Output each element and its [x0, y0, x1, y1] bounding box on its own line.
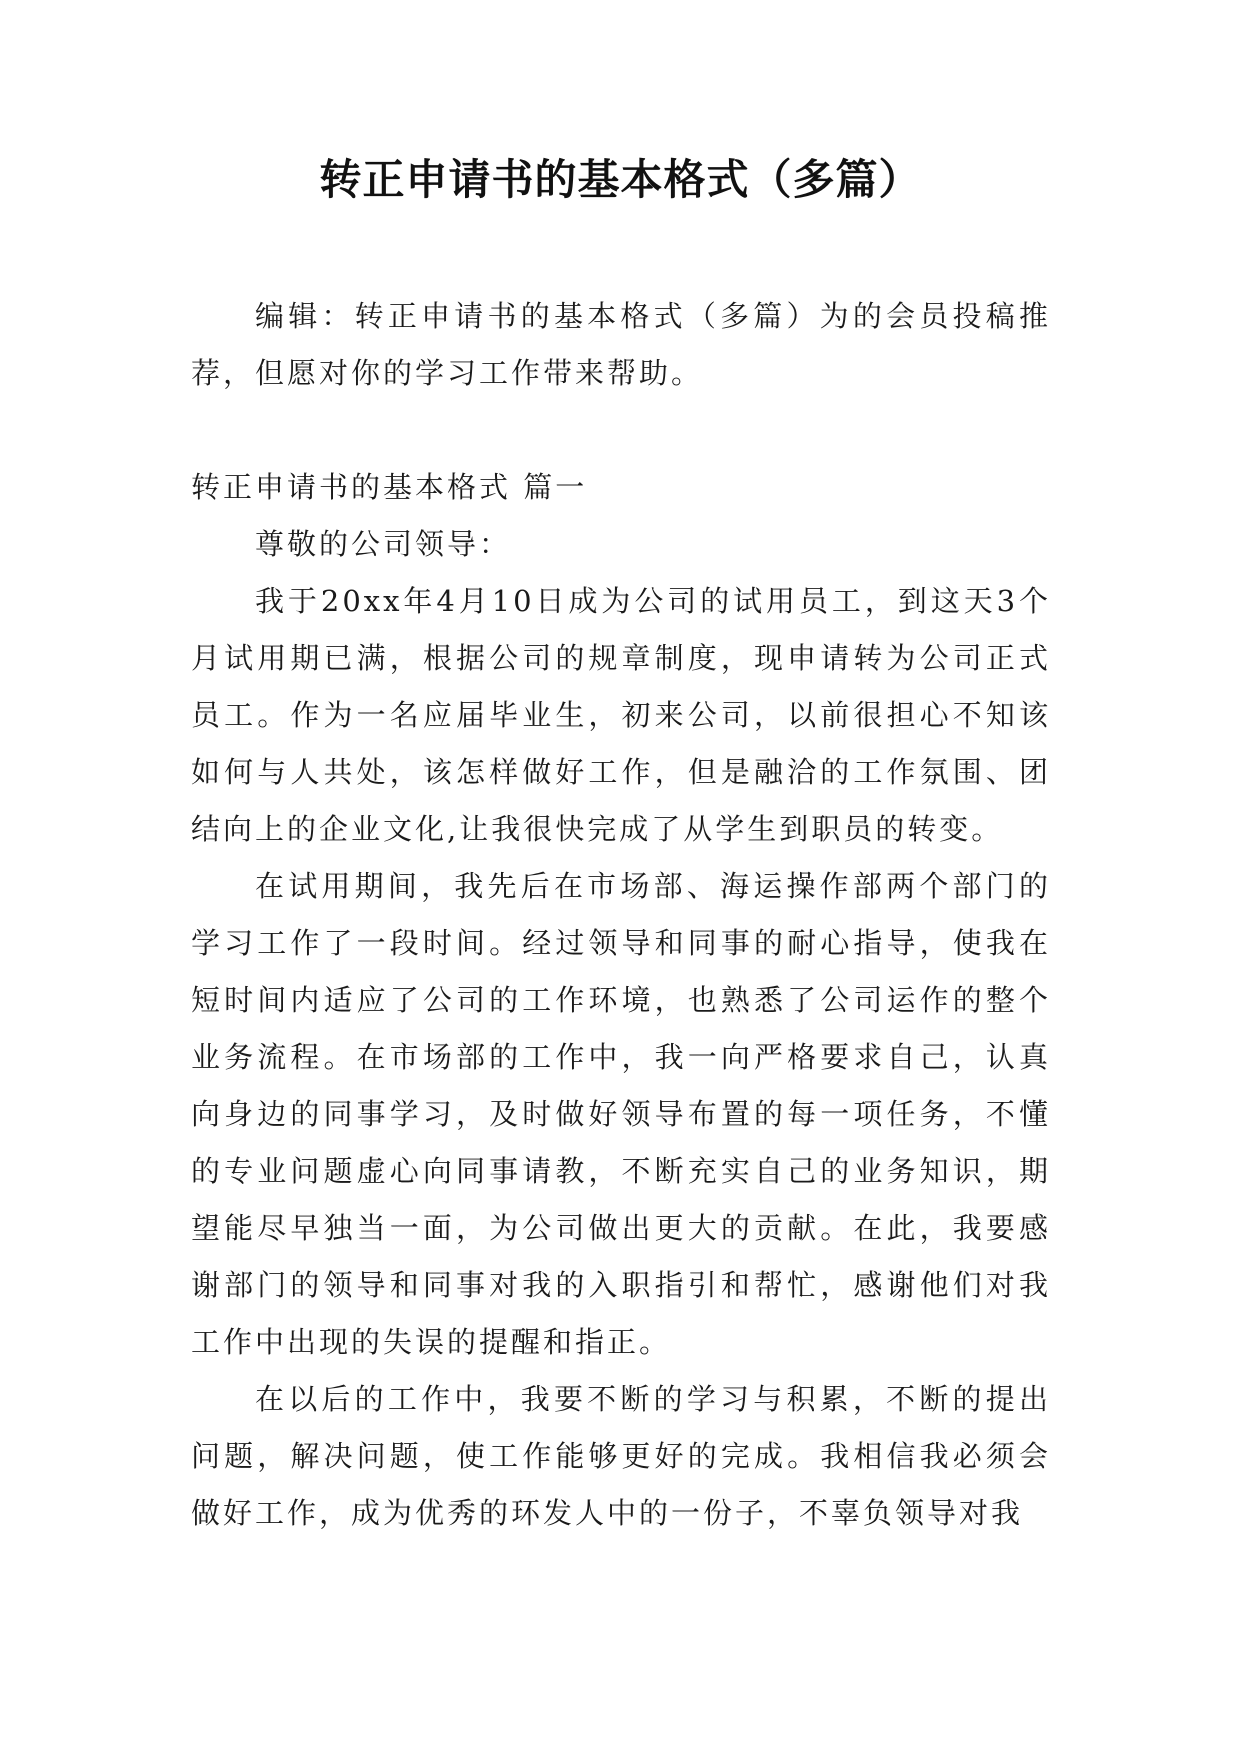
section-heading: 转正申请书的基本格式 篇一	[191, 470, 588, 504]
body-paragraph-2: 在试用期间，我先后在市场部、海运操作部两个部门的学习工作了一段时间。经过领导和同事的耐心指导，使我在短时间内适应了公司的工作环境，也熟悉了公司运作的整个业务流程。在市场部的工作中，我一向严格要求自己，认真向身边的同事学习，及时做好领导布置的每一项任务，不懂的专业问题虚心向同事请教，不断充实自己的业务知识，期望能尽早独当一面，为公司做出更大的贡献。在此，我要感谢部门的领导和同事对我的入职指引和帮忙，感谢他们对我工作中出现的失误的提醒和指正。	[191, 869, 1051, 1359]
body-paragraph-3: 在以后的工作中，我要不断的学习与积累，不断的提出问题，解决问题，使工作能够更好的完成。我相信我必须会做好工作，成为优秀的环发人中的一份子，不辜负领导对我	[191, 1382, 1051, 1530]
intro-paragraph: 编辑：转正申请书的基本格式（多篇）为的会员投稿推荐，但愿对你的学习工作带来帮助。	[191, 299, 1051, 390]
document-body	[191, 288, 1051, 1542]
salutation: 尊敬的公司领导：	[255, 527, 512, 561]
body-paragraph-1: 我于20xx年4月10日成为公司的试用员工，到这天3个月试用期已满，根据公司的规章制度，现申请转为公司正式员工。作为一名应届毕业生，初来公司，以前很担心不知该如何与人共处，该怎样做好工作，但是融洽的工作氛围、团结向上的企业文化,让我很快完成了从学生到职员的转变。	[191, 584, 1051, 846]
document-title: 转正申请书的基本格式（多篇）	[319, 155, 922, 204]
